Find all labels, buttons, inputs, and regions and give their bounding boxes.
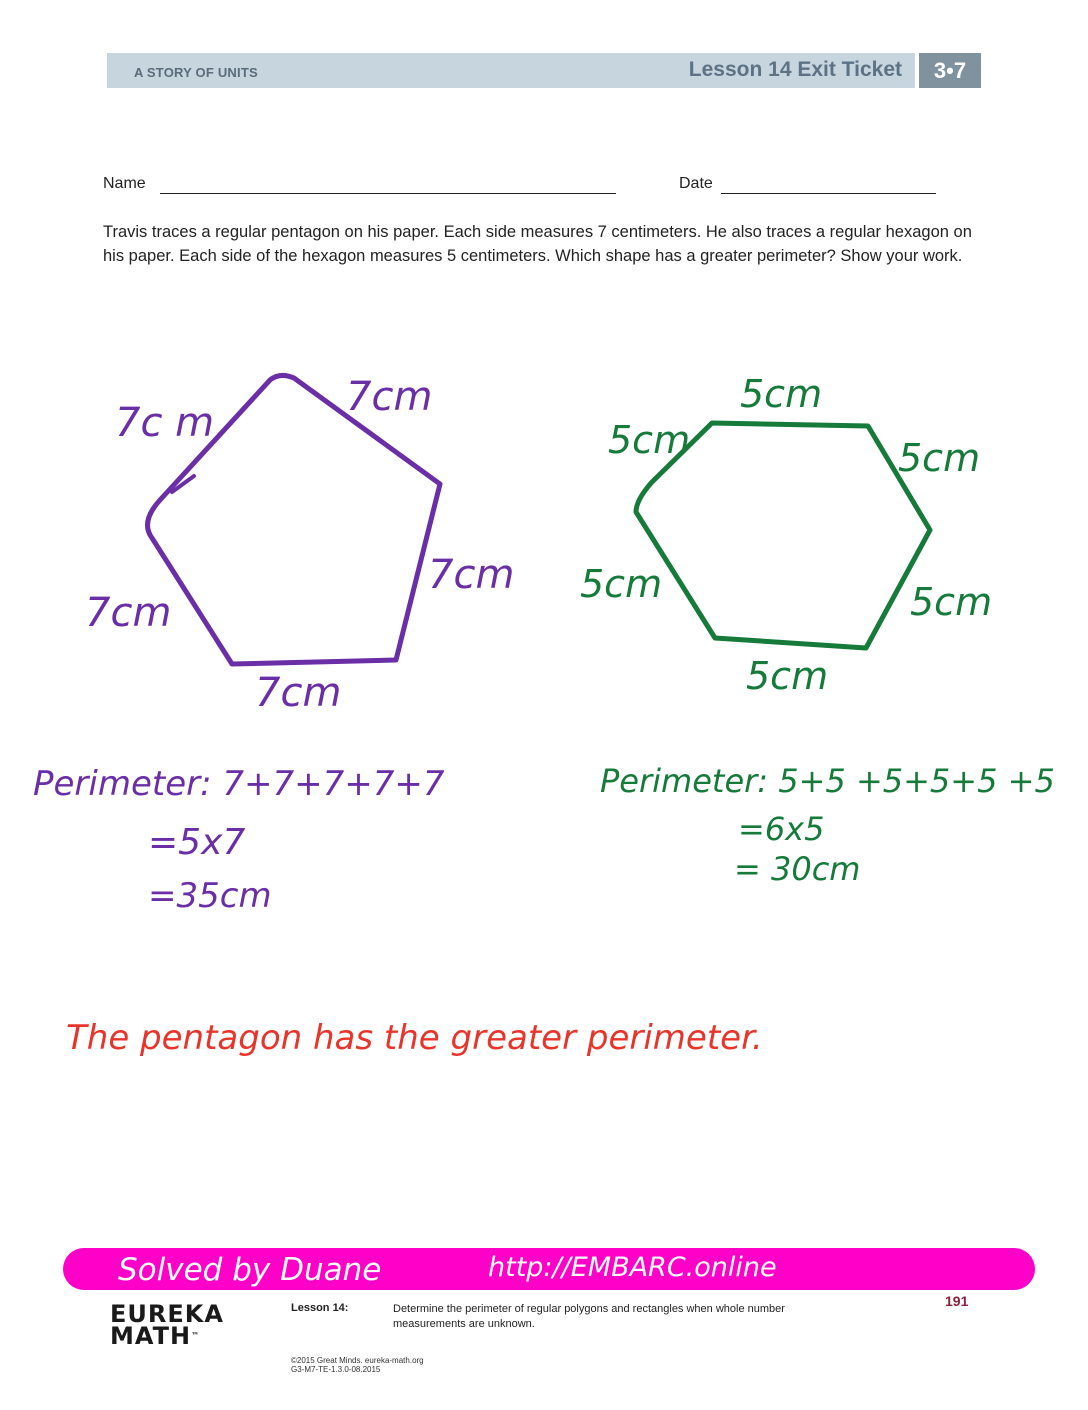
pentagon-perimeter-line: =5x7 <box>148 822 246 863</box>
copyright-line: ©2015 Great Minds. eureka-math.org <box>291 1356 424 1365</box>
logo-line-1: EUREKA <box>110 1300 224 1328</box>
hexagon-perimeter-line: =6x5 <box>738 810 825 848</box>
hexagon-side-label: 5cm <box>746 654 829 698</box>
pentagon-perimeter-line: Perimeter: 7+7+7+7+7 <box>33 764 445 804</box>
solved-by-text: Solved by Duane <box>118 1252 382 1288</box>
series-title: A STORY OF UNITS <box>134 65 258 80</box>
date-label: Date <box>679 175 713 192</box>
lesson-title: Lesson 14 Exit Ticket <box>688 58 902 81</box>
hexagon-perimeter-line: = 30cm <box>734 850 861 888</box>
logo-line-2: MATH™ <box>110 1322 200 1350</box>
problem-text: Travis traces a regular pentagon on his paper. Each side measures 7 centimeters. He also traces a regular hexagon on his paper. Each side of the hexagon measures 5 centimeters. Which shape has a greater perimeter? Show your work. <box>103 223 972 265</box>
pentagon-side-label: 7cm <box>85 590 172 636</box>
pentagon-side-label: 7cm <box>346 374 433 420</box>
hexagon-side-label: 5cm <box>740 372 823 416</box>
pentagon-side-label: 7cm <box>255 670 342 716</box>
answer-text: The pentagon has the greater perimeter. <box>66 1018 763 1058</box>
version-line: G3-M7-TE-1.3.0-08.2015 <box>291 1365 381 1374</box>
hexagon-side-label: 5cm <box>608 418 691 462</box>
embarc-link[interactable]: http://EMBARC.online <box>488 1252 777 1283</box>
pentagon-perimeter-line: =35cm <box>148 876 272 916</box>
pentagon-side-label: 7c m <box>115 400 215 446</box>
hexagon-perimeter-line: Perimeter: 5+5 +5+5+5 +5 <box>600 762 1055 800</box>
copyright <box>291 1356 424 1374</box>
grade-module-badge: 3•7 <box>919 53 981 88</box>
lesson-description: Determine the perimeter of regular polygons and rectangles when whole number measurements are unknown. <box>393 1303 785 1330</box>
hexagon-side-label: 5cm <box>910 580 993 624</box>
name-label: Name <box>103 175 146 192</box>
hexagon-side-label: 5cm <box>580 562 663 606</box>
pentagon-side-label: 7cm <box>428 552 515 598</box>
eureka-math-logo <box>110 1300 224 1350</box>
page-number: 191 <box>945 1293 969 1309</box>
hexagon-side-label: 5cm <box>898 436 981 480</box>
lesson-label: Lesson 14: <box>291 1302 349 1314</box>
